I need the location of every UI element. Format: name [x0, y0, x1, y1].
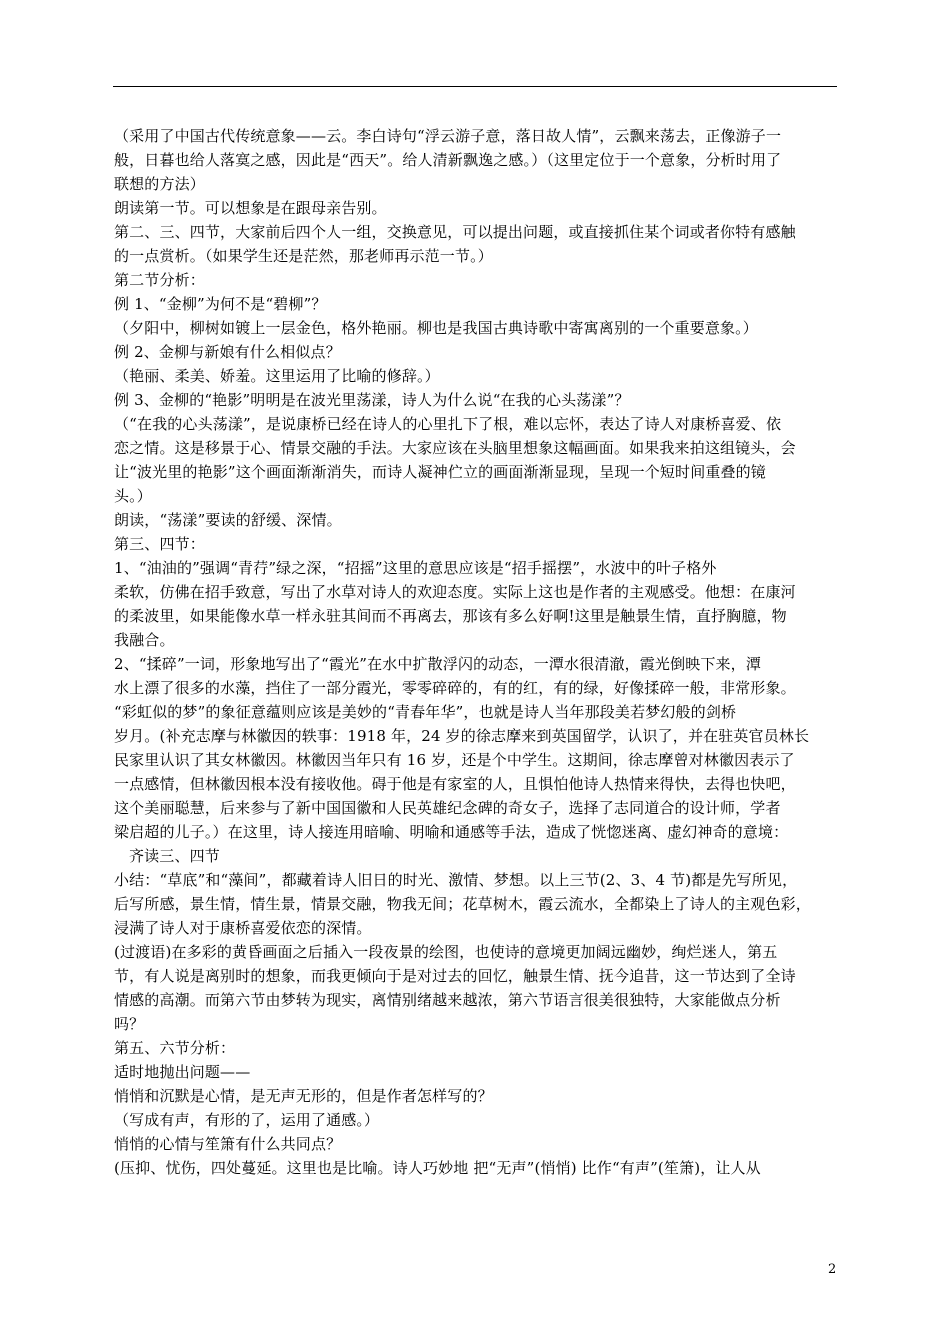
example-question: 例 1、“金柳”为何不是“碧柳”？	[114, 295, 327, 313]
header-rule	[113, 86, 837, 87]
paragraph-line: 适时地抛出问题——	[114, 1063, 251, 1081]
paragraph-line: 后写所感，景生情，情生景，情景交融，物我无间；花草树木，霞云流水，全都染上了诗人的主观色彩，	[114, 895, 811, 913]
paragraph-line: 2、“揉碎”一词，形象地写出了“霞光”在水中扩散浮闪的动态，一潭水很清澈，霞光倒映下来，潭	[114, 655, 761, 673]
paragraph-line: 我融合。	[114, 631, 175, 649]
paragraph-line: 头。）	[114, 487, 152, 505]
example-question: 例 3、金柳的“艳影”明明是在波光里荡漾，诗人为什么说“在我的心头荡漾”？	[114, 391, 630, 409]
paragraph-line: （“在我的心头荡漾”，是说康桥已经在诗人的心里扎下了根，难以忘怀，表达了诗人对康桥喜爱、依	[114, 415, 782, 433]
paragraph-line: 的柔波里，如果能像水草一样永驻其间而不再离去，那该有多么好啊!这里是触景生情，直抒胸臆，物	[114, 607, 787, 625]
paragraph-line: 一点感情，但林徽因根本没有接收他。碍于他是有家室的人，且惧怕他诗人热情来得快，去得也快吧，	[114, 775, 796, 793]
page-number: 2	[828, 1262, 837, 1277]
paragraph-line: 水上漂了很多的水藻，挡住了一部分霞光，零零碎碎的，有的红，有的绿，好像揉碎一般，非常形象。	[114, 679, 796, 697]
paragraph-line: 岁月。(补充志摩与林徽因的轶事：1918 年，24 岁的徐志摩来到英国留学，认识了，并在驻英官员林长	[114, 727, 810, 745]
paragraph-line: 1、“油油的”强调“青荇”绿之深，“招摇”这里的意思应该是“招手摇摆”，水波中的叶子格外	[114, 559, 717, 577]
paragraph-line: 小结：“草底”和“藻间”，都藏着诗人旧日的时光、激情、梦想。以上三节(2、3、4 节)都是先写所见，	[114, 871, 798, 889]
paragraph-line: 民家里认识了其女林徽因。林徽因当年只有 16 岁，还是个中学生。这期间，徐志摩曾对林徽因表示了	[114, 751, 795, 769]
paragraph-line: 悄悄的心情与笙箫有什么共同点？	[114, 1135, 342, 1153]
paragraph-line: 齐读三、四节	[129, 847, 220, 865]
paragraph-line: 节，有人说是离别时的想象，而我更倾向于是对过去的回忆，触景生情、抚今追昔，这一节达到了全诗	[114, 967, 796, 985]
example-question: 例 2、金柳与新娘有什么相似点？	[114, 343, 341, 361]
paragraph-line: 第二、三、四节，大家前后四个人一组，交换意见，可以提出问题，或直接抓住某个词或者你特有感触	[114, 223, 796, 241]
paragraph-line: 浸满了诗人对于康桥喜爱依恋的深情。	[114, 919, 372, 937]
paragraph-line: （采用了中国古代传统意象——云。李白诗句“浮云游子意，落日故人情”，云飘来荡去，正像游子一	[114, 127, 782, 145]
example-answer: （艳丽、柔美、娇羞。这里运用了比喻的修辞。）	[114, 367, 440, 385]
paragraph-line: “彩虹似的梦”的象征意蕴则应该是美妙的“青春年华”，也就是诗人当年那段美若梦幻般的剑桥	[114, 703, 737, 721]
paragraph-line: 的一点赏析。（如果学生还是茫然，那老师再示范一节。）	[114, 247, 493, 265]
paragraph-line: 恋之情。这是移景于心、情景交融的手法。大家应该在头脑里想象这幅画面。如果我来拍这组镜头，会	[114, 439, 796, 457]
paragraph-line: (压抑、忧伤，四处蔓延。这里也是比喻。诗人巧妙地 把“无声”(悄悄) 比作“有声”(笙箫)，让人从	[114, 1159, 761, 1177]
paragraph-line: 吗？	[114, 1015, 145, 1033]
paragraph-line: 梁启超的儿子。）在这里，诗人接连用暗喻、明喻和通感等手法，造成了恍惚迷离、虚幻神奇的意境：	[114, 823, 789, 841]
paragraph-line: 柔软，仿佛在招手致意，写出了水草对诗人的欢迎态度。实际上这也是作者的主观感受。他想：在康河	[114, 583, 796, 601]
paragraph-line: 悄悄和沉默是心情，是无声无形的，但是作者怎样写的？	[114, 1087, 493, 1105]
paragraph-line: 朗读第一节。可以想象是在跟母亲告别。	[114, 199, 387, 217]
paragraph-line: 联想的方法）	[114, 175, 205, 193]
section-heading: 第五、六节分析：	[114, 1039, 236, 1057]
section-heading: 第二节分析：	[114, 271, 205, 289]
paragraph-line: 般，日暮也给人落寞之感，因此是“西天”。给人清新飘逸之感。）（这里定位于一个意象，分析时用了	[114, 151, 782, 169]
paragraph-line: 这个美丽聪慧，后来参与了新中国国徽和人民英雄纪念碑的奇女子，选择了志同道合的设计师，学者	[114, 799, 781, 817]
paragraph-line: 让“波光里的艳影”这个画面渐渐消失，而诗人凝神伫立的画面渐渐显现，呈现一个短时间重叠的镜	[114, 463, 766, 481]
section-heading: 第三、四节：	[114, 535, 205, 553]
paragraph-line: 情感的高潮。而第六节由梦转为现实，离情别绪越来越浓，第六节语言很美很独特，大家能做点分析	[114, 991, 781, 1009]
paragraph-line: 朗读，“荡漾”要读的舒缓、深情。	[114, 511, 342, 529]
example-answer: （夕阳中，柳树如镀上一层金色，格外艳丽。柳也是我国古典诗歌中寄寓离别的一个重要意象。）	[114, 319, 758, 337]
document-body	[114, 124, 844, 1180]
paragraph-line: (过渡语)在多彩的黄昏画面之后插入一段夜景的绘图，也使诗的意境更加阔远幽妙，绚烂迷人，第五	[114, 943, 778, 961]
paragraph-line: （写成有声，有形的了，运用了通感。）	[114, 1111, 380, 1129]
